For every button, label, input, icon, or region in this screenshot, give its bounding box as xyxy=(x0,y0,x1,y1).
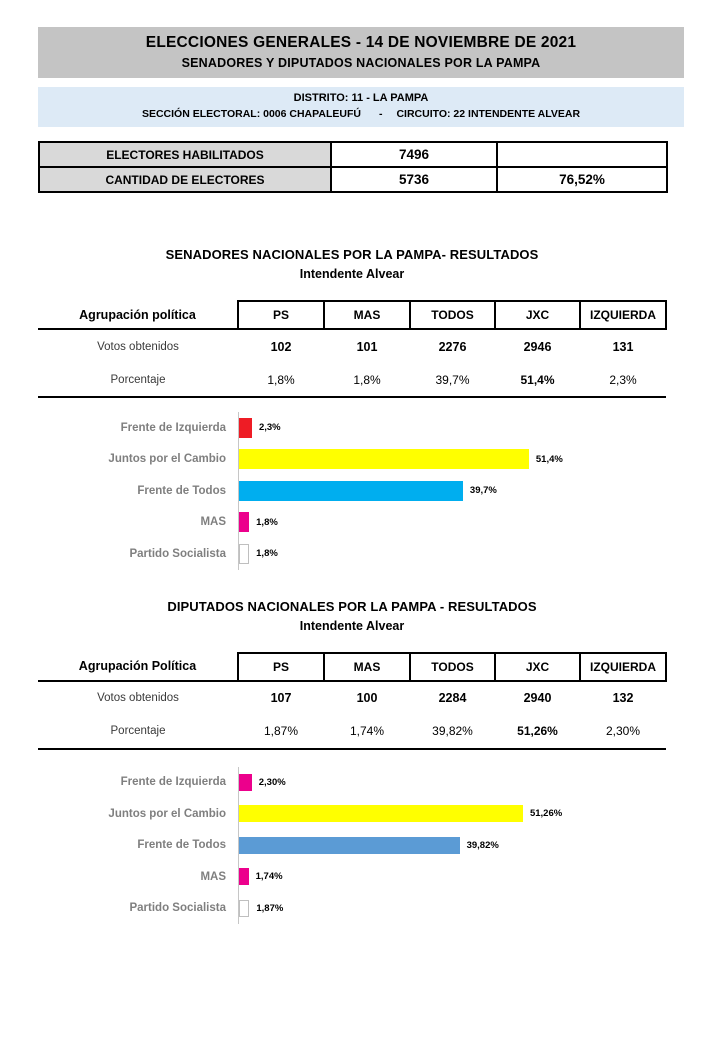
chart-row xyxy=(38,412,666,444)
bar-value-label: 1,8% xyxy=(256,516,278,528)
chart-row xyxy=(38,893,666,925)
bar xyxy=(239,544,249,564)
column-header-agrupacion: Agrupación Política xyxy=(38,653,238,681)
table-row xyxy=(39,167,667,192)
chart-category-label: MAS xyxy=(200,516,226,529)
column-header-izquierda: IZQUIERDA xyxy=(580,653,666,681)
diputados-bar-chart xyxy=(38,767,666,925)
bar xyxy=(239,837,460,854)
row-label-votos: Votos obtenidos xyxy=(97,340,179,353)
bar-value-label: 1,74% xyxy=(255,871,283,883)
votes-cell: 2940 xyxy=(523,691,552,705)
diputados-results-table xyxy=(38,652,667,750)
chart-category-label: Frente de Izquierda xyxy=(120,421,226,434)
chart-plot-area xyxy=(238,861,666,893)
senadores-section-header xyxy=(38,247,666,281)
column-header-jxc: JXC xyxy=(495,653,580,681)
pct-cell: 2,30% xyxy=(580,715,666,749)
chart-plot-area xyxy=(238,444,666,476)
column-header-izquierda: IZQUIERDA xyxy=(580,301,666,329)
chart-row xyxy=(38,507,666,539)
column-header-agrupacion: Agrupación política xyxy=(38,301,238,329)
pct-cell-winner: 51,26% xyxy=(495,715,580,749)
table-row xyxy=(38,715,666,749)
votes-cell: 102 xyxy=(270,339,292,354)
pct-cell: 2,3% xyxy=(580,363,666,397)
bar-value-label: 39,82% xyxy=(466,839,499,851)
pct-cell: 39,7% xyxy=(410,363,495,397)
row-label-votos: Votos obtenidos xyxy=(97,692,179,704)
electors-table xyxy=(38,141,668,193)
chart-category-label: Juntos por el Cambio xyxy=(108,453,226,466)
column-header-ps: PS xyxy=(238,653,324,681)
chart-plot-area xyxy=(238,412,666,444)
separator-dash: - xyxy=(378,108,383,120)
bar-value-label: 2,3% xyxy=(258,422,281,434)
votes-cell: 100 xyxy=(356,691,378,705)
bar xyxy=(239,868,249,885)
report-subtitle: SENADORES Y DIPUTADOS NACIONALES POR LA PAMPA xyxy=(181,56,541,70)
column-header-todos: TODOS xyxy=(410,653,495,681)
electors-habilitados-value: 7496 xyxy=(331,142,497,167)
bar-value-label: 2,30% xyxy=(258,776,286,788)
column-header-todos: TODOS xyxy=(410,301,495,329)
diputados-section-header xyxy=(38,599,666,633)
chart-row xyxy=(38,538,666,570)
bar xyxy=(239,481,463,501)
bar-value-label: 1,8% xyxy=(256,548,278,560)
bar-value-label: 51,26% xyxy=(529,808,563,820)
district-banner xyxy=(38,87,684,127)
pct-cell: 1,87% xyxy=(238,715,324,749)
bar-value-label: 39,7% xyxy=(469,485,497,497)
chart-plot-area xyxy=(238,798,666,830)
senadores-title: SENADORES NACIONALES POR LA PAMPA- RESULTADOS xyxy=(165,247,539,262)
chart-row xyxy=(38,798,666,830)
chart-category-label: Frente de Izquierda xyxy=(120,776,226,789)
electors-habilitados-pct xyxy=(497,142,667,167)
column-header-mas: MAS xyxy=(324,301,410,329)
table-row xyxy=(38,681,666,715)
column-header-mas: MAS xyxy=(324,653,410,681)
table-header-row xyxy=(38,653,666,681)
chart-category-label: Partido Socialista xyxy=(129,902,226,915)
report-header xyxy=(38,27,684,78)
chart-category-label: Frente de Todos xyxy=(137,484,226,497)
pct-cell: 1,8% xyxy=(238,363,324,397)
chart-plot-area xyxy=(238,538,666,570)
row-label-porcentaje: Porcentaje xyxy=(38,715,238,749)
table-row xyxy=(39,142,667,167)
votes-cell: 101 xyxy=(356,339,378,354)
votes-cell: 2284 xyxy=(438,691,467,705)
chart-row xyxy=(38,767,666,799)
votes-cell: 131 xyxy=(612,339,634,354)
table-row xyxy=(38,363,666,397)
chart-category-label: Partido Socialista xyxy=(129,547,226,560)
table-header-row xyxy=(38,301,666,329)
diputados-title: DIPUTADOS NACIONALES POR LA PAMPA - RESULTADOS xyxy=(167,598,537,614)
pct-cell: 1,74% xyxy=(324,715,410,749)
bar xyxy=(239,418,252,438)
bar xyxy=(239,449,529,469)
table-row xyxy=(38,329,666,363)
section-circuit-line xyxy=(38,108,684,120)
pct-cell-winner: 51,4% xyxy=(495,363,580,397)
section-label: SECCIÓN ELECTORAL: 0006 CHAPALEUFÚ xyxy=(141,108,361,120)
chart-row xyxy=(38,475,666,507)
pct-cell: 1,8% xyxy=(324,363,410,397)
chart-category-label: Juntos por el Cambio xyxy=(108,807,226,820)
bar xyxy=(239,774,252,791)
pct-cell: 39,82% xyxy=(410,715,495,749)
chart-plot-area xyxy=(238,893,666,925)
chart-row xyxy=(38,830,666,862)
row-label-porcentaje: Porcentaje xyxy=(38,363,238,397)
votes-cell: 2276 xyxy=(438,339,467,354)
chart-plot-area xyxy=(238,830,666,862)
cantidad-electores-label: CANTIDAD DE ELECTORES xyxy=(39,167,331,192)
chart-plot-area xyxy=(238,507,666,539)
senadores-subtitle: Intendente Alvear xyxy=(299,267,405,281)
diputados-subtitle: Intendente Alvear xyxy=(299,618,405,633)
votes-cell: 132 xyxy=(612,691,634,705)
column-header-jxc: JXC xyxy=(495,301,580,329)
chart-category-label: Frente de Todos xyxy=(137,839,226,852)
chart-row xyxy=(38,861,666,893)
chart-plot-area xyxy=(238,475,666,507)
district-line: DISTRITO: 11 - LA PAMPA xyxy=(293,92,429,104)
bar-value-label: 1,87% xyxy=(256,902,284,914)
bar xyxy=(239,512,249,532)
votes-cell: 2946 xyxy=(523,339,552,354)
circuit-label: CIRCUITO: 22 INTENDENTE ALVEAR xyxy=(396,108,581,120)
bar-value-label: 51,4% xyxy=(535,453,563,465)
chart-plot-area xyxy=(238,767,666,799)
votes-cell: 107 xyxy=(270,691,292,705)
column-header-ps: PS xyxy=(238,301,324,329)
senadores-bar-chart xyxy=(38,412,666,570)
senadores-results-table xyxy=(38,300,667,398)
cantidad-electores-pct: 76,52% xyxy=(497,167,667,192)
bar xyxy=(239,900,249,917)
chart-category-label: MAS xyxy=(200,870,226,883)
chart-row xyxy=(38,444,666,476)
bar xyxy=(239,805,523,822)
electors-habilitados-label: ELECTORES HABILITADOS xyxy=(39,142,331,167)
cantidad-electores-value: 5736 xyxy=(331,167,497,192)
report-title: ELECCIONES GENERALES - 14 DE NOVIEMBRE DE 2021 xyxy=(145,34,577,51)
